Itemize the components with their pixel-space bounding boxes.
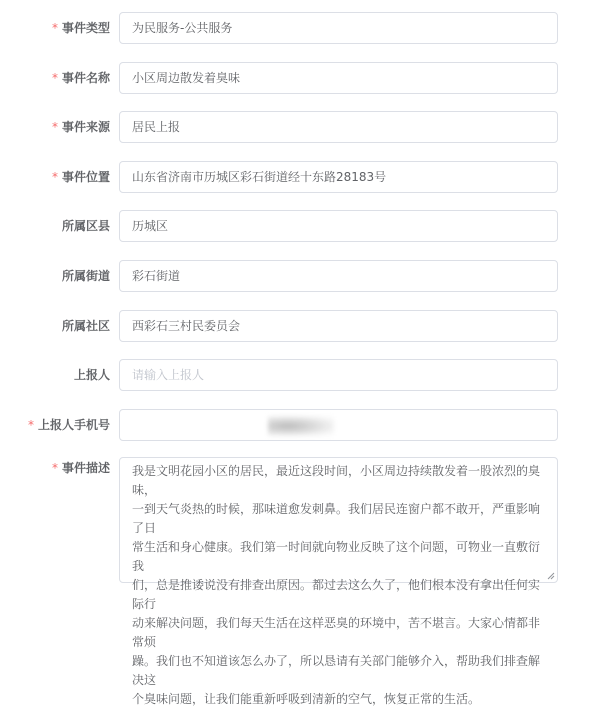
street-input[interactable]: 彩石街道 bbox=[119, 260, 558, 292]
description-label: * 事件描述 bbox=[51, 461, 110, 475]
description-line: 我是文明花园小区的居民，最近这段时间，小区周边持续散发着一股浓烈的臭味， bbox=[132, 464, 541, 497]
description-line: 们，总是推诿说没有排查出原因。都过去这么久了，他们根本没有拿出任何实际行 bbox=[132, 578, 541, 611]
event-location-label: * 事件位置 bbox=[51, 170, 110, 184]
form-row-reporter-phone bbox=[0, 409, 600, 441]
required-asterisk: * bbox=[51, 21, 58, 35]
event-location-input[interactable]: 山东省济南市历城区彩石街道经十东路28183号 bbox=[119, 161, 558, 193]
required-asterisk: * bbox=[51, 71, 58, 85]
reporter-phone-label: * 上报人手机号 bbox=[27, 418, 110, 432]
required-asterisk: * bbox=[51, 461, 58, 475]
district-input[interactable]: 历城区 bbox=[119, 210, 558, 242]
form-row-street bbox=[0, 260, 600, 292]
event-type-input[interactable]: 为民服务-公共服务 bbox=[119, 12, 558, 44]
description-line: 个臭味问题，让我们能重新呼吸到清新的空气，恢复正常的生活。 bbox=[132, 692, 481, 706]
community-label: 所属社区 bbox=[61, 319, 110, 333]
required-asterisk: * bbox=[27, 418, 34, 432]
event-source-input[interactable]: 居民上报 bbox=[119, 111, 558, 143]
form-row-event-type bbox=[0, 12, 600, 44]
description-line: 动来解决问题，我们每天生活在这样恶臭的环境中，苦不堪言。大家心情都非常烦 bbox=[132, 616, 541, 649]
description-textarea[interactable] bbox=[119, 457, 558, 706]
street-label: 所属街道 bbox=[61, 269, 110, 283]
form-row-event-name bbox=[0, 62, 600, 94]
form-row-event-location bbox=[0, 161, 600, 193]
form-row-community bbox=[0, 310, 600, 342]
community-input[interactable]: 西彩石三村民委员会 bbox=[119, 310, 558, 342]
district-label: 所属区县 bbox=[61, 219, 110, 233]
required-asterisk: * bbox=[51, 120, 58, 134]
description-line: 躁。我们也不知道该怎么办了，所以恳请有关部门能够介入，帮助我们排查解决这 bbox=[132, 654, 541, 687]
reporter-label: 上报人 bbox=[73, 368, 110, 382]
reporter-phone-input[interactable] bbox=[119, 409, 558, 441]
description-line: 一到天气炎热的时候，那味道愈发刺鼻。我们居民连窗户都不敢开，严重影响了日 bbox=[132, 502, 541, 535]
redacted-phone-blur bbox=[268, 416, 334, 436]
form-row-event-source bbox=[0, 111, 600, 143]
required-asterisk: * bbox=[51, 170, 58, 184]
reporter-input[interactable]: 请输入上报人 bbox=[119, 359, 558, 391]
description-line: 常生活和身心健康。我们第一时间就向物业反映了这个问题，可物业一直敷衍我 bbox=[132, 540, 541, 573]
event-name-input[interactable]: 小区周边散发着臭味 bbox=[119, 62, 558, 94]
event-source-label: * 事件来源 bbox=[51, 120, 110, 134]
form-row-district bbox=[0, 210, 600, 242]
event-type-label: * 事件类型 bbox=[51, 21, 110, 35]
resize-handle-icon[interactable] bbox=[547, 572, 555, 580]
event-name-label: * 事件名称 bbox=[51, 71, 110, 85]
form-row-reporter bbox=[0, 359, 600, 391]
